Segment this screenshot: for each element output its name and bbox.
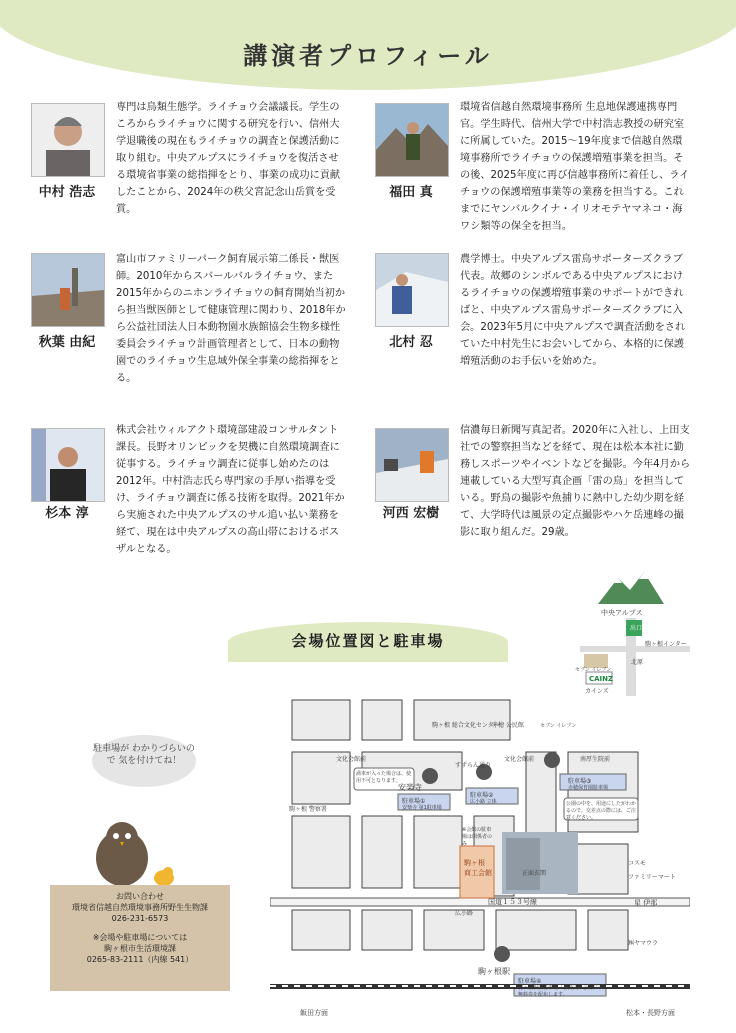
map-label-bunka-1: 文化会館前 (336, 756, 367, 763)
speaker-name-1: 中村 浩志 (38, 185, 96, 200)
map-label-ic: 駒ヶ根インター (645, 641, 687, 648)
map-label-iseya: 星 伊那 (634, 899, 658, 907)
map-note-2: 公園の中を、用途にしたがわかるので。交差点の際には、ご注意ください。 (566, 801, 637, 821)
entrance-label: 正面玄関 (522, 870, 547, 877)
parking-1-sub: 安楽寺 第1駐車場 (402, 805, 442, 811)
map-label-center: 駒ヶ根 総合文化センター (432, 722, 500, 729)
contact-line-4: ※会場や駐車場については (92, 933, 188, 942)
map-label-yamaura: ㈱ヤマウラ (628, 940, 659, 947)
parking-1-label: 駐車場① (402, 798, 426, 805)
map-label-anrakuji: 安楽寺 (398, 783, 422, 792)
speaker-photo-2 (375, 103, 449, 177)
speaker-name-5: 杉本 淳 (45, 506, 89, 521)
parking-4-sub: 駒ヶ根駅前駐車場（自動式）会場にて無料券を配布します。 (518, 985, 604, 998)
venue-building-label: 駒ヶ根 商工会館 (464, 859, 492, 877)
map-label-familymart: ファミリーマート (628, 874, 676, 881)
speaker-photo-4 (375, 253, 449, 327)
map-label-cosmos: コスモ (628, 860, 647, 867)
speaker-bio-1: 専門は鳥類生態学。ライチョウ会議議長。学生のころからライチョウに関する研究を行い、信州大学退職後の現在もライチョウの調査と保護活動に取り組む。中央アルプスにライチョウを復活させる環境省事業の総指揮をとり、事業の成功に貢献したことから、2024年の秩父宮記念山岳賞を受賞。 (116, 102, 341, 215)
contact-line-5: 駒ヶ根市生活環境課 (104, 944, 176, 953)
parking-4-label: 駐車場④ (518, 978, 542, 985)
speaker-photo-1 (31, 103, 105, 177)
contact-line-1: お問い合わせ (116, 892, 164, 901)
speaker-bio-3: 富山市ファミリーパーク飼育展示第二係長・獣医師。2010年からスバールバルライチョウ、また2015年からのニホンライチョウの飼育開始当初から担当獣医師として健康管理に関わり、2018年から公益社団法人日本動物園水族館協会生物多様性委員会ライチョウ計画管理者として、日本の動物園でのライチョウ生息域外保全事業の総指揮をとる。 (116, 254, 346, 384)
map-label-akasu: 赤穂 公民館 (492, 722, 524, 729)
mountain-icon (596, 566, 666, 606)
venue-hall-note: ※会館の駐車場は関係者のみ (462, 827, 493, 847)
map-label-kosei: 南厚生院前 (580, 756, 611, 763)
speaker-photo-3 (31, 253, 105, 327)
route-153-label: 国道１５３号線 (488, 898, 537, 906)
speech-bubble: 駐車場が わかりづらいので 気を付けてね！ (92, 735, 196, 787)
map-label-seven-1: セブン イレブン (575, 667, 612, 673)
map-label-exit: 出口 (630, 625, 643, 632)
map-label-police: 駒ヶ根 警察署 (289, 806, 327, 813)
station-label: 駒ヶ根駅 (478, 967, 510, 976)
speaker-name-4: 北村 忍 (389, 335, 433, 350)
contact-box (50, 885, 230, 991)
speaker-bio-4: 農学博士。中央アルプス雷鳥サポーターズクラブ代表。故郷のシンボルである中央アルプスにおけるライチョウの保護増殖事業のサポートができればと、中央アルプス雷鳥サポーターズクラブに入会。2023年5月に中央アルプスで調査活動をされていた中村先生にお会いしてから、本格的に保護増殖活動のお手伝いを始めた。 (460, 254, 686, 367)
speaker-name-3: 秋葉 由紀 (38, 335, 96, 350)
map-label-bunka-2: 文化会館前 (504, 756, 535, 763)
direction-matsumoto: 松本・長野方面 (626, 1009, 675, 1017)
map-label-kitahara: 北原 (631, 659, 644, 666)
speaker-name-2: 福田 真 (389, 185, 433, 200)
map-label-cainz-sub: カインズ (585, 688, 609, 695)
svg-text:CAINZ: CAINZ (589, 675, 614, 683)
speaker-bio-5: 株式会社ウィルアクト環境部建設コンサルタント課長。長野オリンピックを契機に自然環境調査に従事する。ライチョウ調査に従事し始めたのは2012年。中村浩志氏ら専門家の手厚い指導を受け、ライチョウ調査に係る技術を取得。2021年から実施された中央アルプスのサル追い払い業務を経て、現在は中央アルプスの高山帯におけるボスザルとなる。 (116, 425, 345, 555)
contact-line-2: 環境省信越自然環境事務所野生生物課 (72, 903, 208, 912)
ptarmigan-mascot-icon (90, 812, 180, 890)
parking-2-label: 駐車場② (470, 792, 494, 799)
contact-line-6: 0265-83-2111（内線 541） (86, 955, 194, 964)
speaker-bio-2: 環境省信越自然環境事務所 生息地保護連携専門官。学生時代、信州大学で中村浩志教授の研究室に所属していた。2015～19年度まで信越自然環境事務所でライチョウの保護増殖事業を担当。その後、2025年度に再び信越事務所に着任し、ライチョウの保護増殖事業等の業務を担当する。これまでにヤンバルクイナ・イリオモテヤマネコ・海ワシ類等の保全を担当。 (460, 102, 690, 232)
map-label-seven-2: セブン イレブン (540, 723, 577, 729)
speaker-photo-6 (375, 428, 449, 502)
map-label-suzuran: すずらん通り (455, 762, 492, 769)
speaker-bio-6: 信濃毎日新聞写真記者。2020年に入社し、上田支社での警察担当などを経て、現在は松本本社に勤務しスポーツやイベントなどを撮影。今年4月から連載している大型写真企画「雷の鳥」を担当している。野鳥の撮影や魚捕りに熱中した幼少期を経て、大学時代は風景の定点撮影やハケ岳連峰の撮影に取り組んだ。29歳。 (460, 425, 691, 538)
map-label-alps: 中央アルプス (601, 609, 643, 617)
parking-3-sub: 赤穂保育園駐車場 (568, 785, 609, 791)
parking-3-label: 駐車場③ (568, 778, 592, 785)
page-title: 講演者プロフィール (243, 42, 493, 70)
map-note-1: 満車が入った場合は、使用不可となります。 (356, 771, 412, 784)
speaker-name-6: 河西 宏樹 (382, 506, 440, 521)
direction-iida: 飯田方面 (300, 1009, 328, 1017)
section-title: 会場位置図と駐車場 (291, 632, 445, 650)
speaker-photo-5 (31, 428, 105, 502)
parking-2-sub: 広小路 立体 (470, 799, 497, 805)
contact-line-3: 026-231-6573 (111, 914, 169, 923)
map-label-hirokoji: 広小路 (455, 910, 474, 917)
